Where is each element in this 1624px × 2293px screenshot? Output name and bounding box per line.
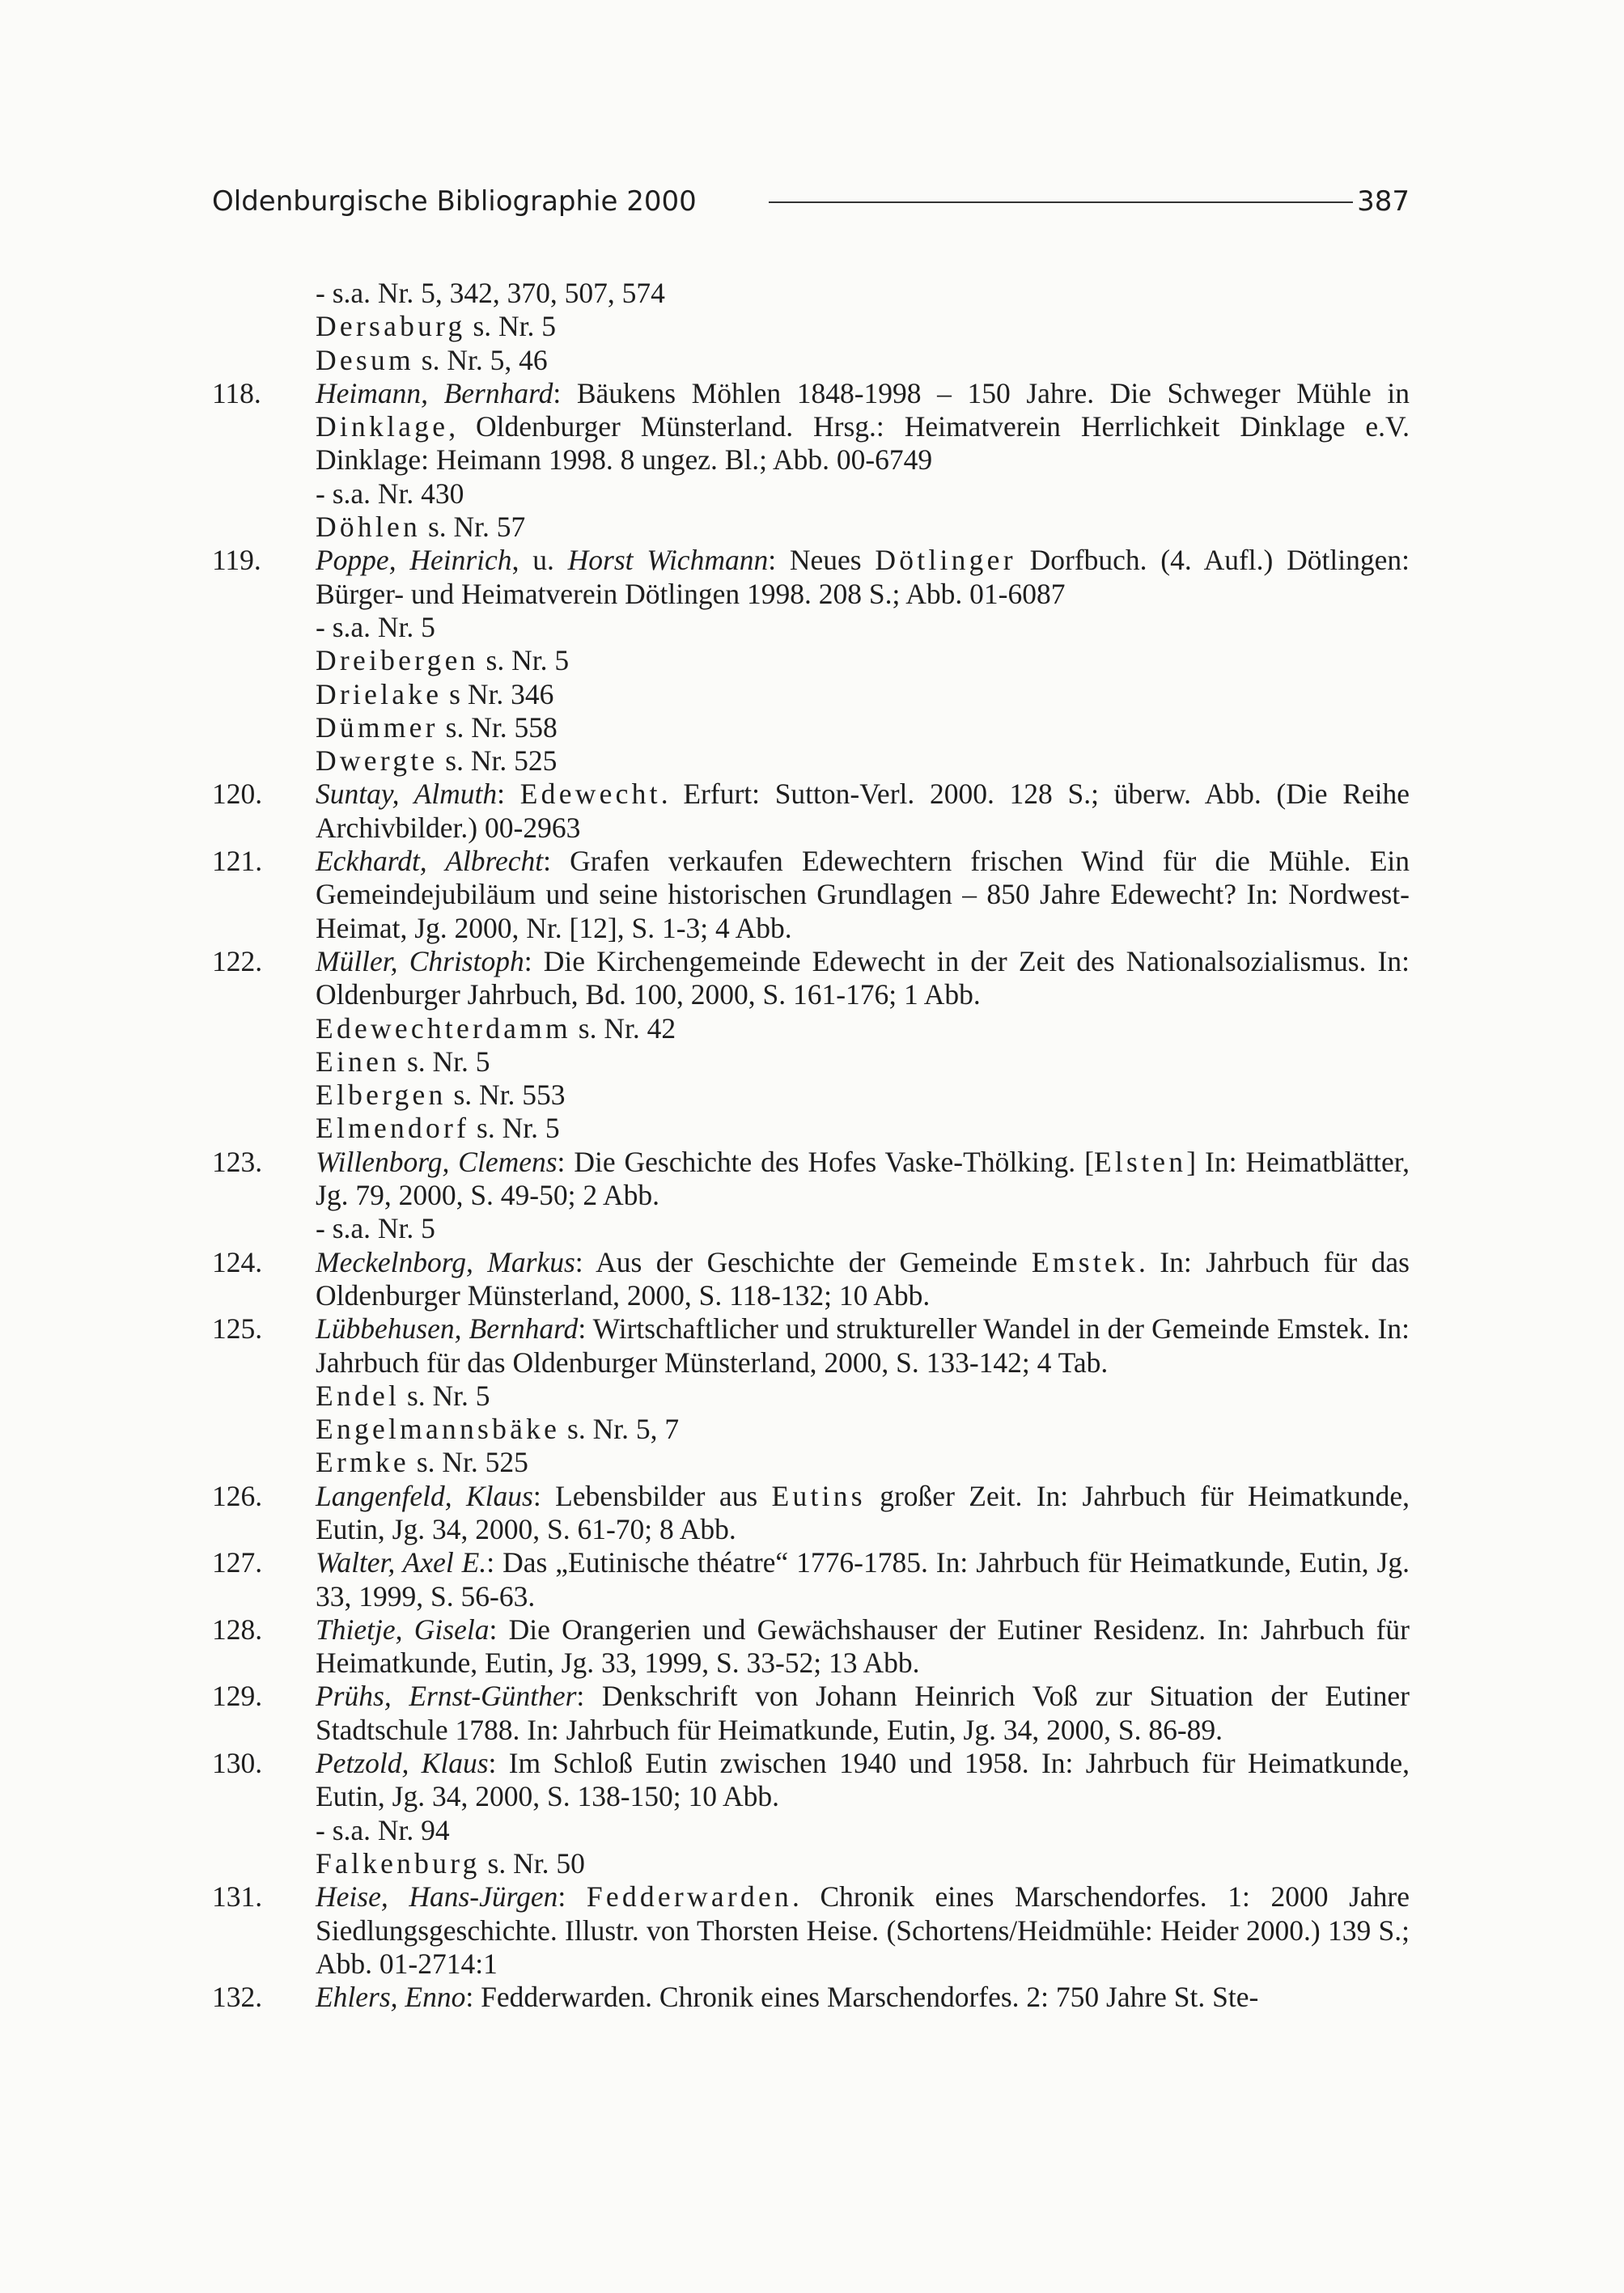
entry-text xyxy=(316,1680,1410,1747)
entry-text xyxy=(316,778,1410,845)
entry-text-part: : Wirtschaftlicher und struktureller Wandel in der Gemeinde Emstek. In: Jahrbuch für das Oldenburger Münsterland, 2000, S. 133-142; 4 Tab. xyxy=(316,1312,1410,1379)
entry-number: 125. xyxy=(212,1312,263,1346)
entry-text-part: : Lebensbilder aus xyxy=(532,1479,772,1512)
entry-text xyxy=(316,678,1410,711)
author-name: Suntay, Almuth xyxy=(316,778,498,811)
running-head xyxy=(212,180,1410,223)
place-name: Elbergen xyxy=(316,1079,447,1112)
place-name: Dötlinger xyxy=(875,544,1016,577)
author-name: Meckelnborg, Markus xyxy=(316,1245,575,1278)
entry-text xyxy=(316,1847,1410,1880)
entry-text xyxy=(316,644,1410,677)
place-name: Engelmannsbäke xyxy=(316,1413,561,1446)
entry-text-part: - s.a. Nr. 430 xyxy=(316,477,464,510)
entry-subline xyxy=(212,711,1410,744)
author-name: Müller, Christoph xyxy=(316,944,524,977)
entry-number: 120. xyxy=(212,778,263,811)
entry-subline xyxy=(212,344,1410,377)
running-title: Oldenburgische Bibliographie 2000 xyxy=(212,185,697,218)
bibliography-entries xyxy=(212,277,1410,2014)
entry-subline xyxy=(212,1446,1410,1479)
entry xyxy=(212,544,1410,611)
entry-number xyxy=(212,1380,316,1413)
entry-subline xyxy=(212,1012,1410,1045)
entry-number: 128. xyxy=(212,1613,263,1646)
entry-text-part: s. Nr. 525 xyxy=(438,744,558,778)
entry-text xyxy=(316,1212,1410,1245)
entry-text xyxy=(316,1112,1410,1145)
entry-number: 127. xyxy=(212,1546,263,1579)
entry-number xyxy=(212,711,316,744)
entry-text xyxy=(316,344,1410,377)
entry xyxy=(212,1613,1410,1681)
entry-subline xyxy=(212,477,1410,511)
entry-text-part: : Denkschrift von Johann Heinrich Voß zur Situation der Eutiner Stadtschule 1788. In: Jahrbuch für Heimatkunde, Eutin, Jg. 34, 2000, S. 86-89. xyxy=(316,1680,1410,1746)
entry-subline xyxy=(212,310,1410,343)
entry-text-part: s. Nr. 5 xyxy=(478,644,570,677)
entry xyxy=(212,845,1410,945)
header-rule xyxy=(769,201,1353,203)
entry-text xyxy=(316,1246,1410,1313)
entry-subline xyxy=(212,1112,1410,1145)
author-name: Heimann, Bernhard xyxy=(316,376,553,409)
entry-text-part: : Im Schloß Eutin zwischen 1940 und 1958. In: Jahrbuch für Heimatkunde, Eutin, Jg. 34, 2000, S. 138-150; 10 Abb. xyxy=(316,1747,1410,1813)
entry-subline xyxy=(212,1045,1410,1079)
entry-text xyxy=(316,611,1410,644)
entry-text xyxy=(316,477,1410,511)
entry-text xyxy=(316,711,1410,744)
entry-number xyxy=(212,1847,316,1880)
entry-text-part: - s.a. Nr. 5 xyxy=(316,610,435,643)
entry-subline xyxy=(212,1212,1410,1245)
entry-text-part: : Das „Eutinische théatre“ 1776-1785. In: Jahrbuch für Heimatkunde, Eutin, Jg. 33, 1999, S. 56-63. xyxy=(316,1546,1410,1613)
entry-number xyxy=(212,511,316,544)
entry-text-part: großer Zeit. In: Jahrbuch für Heimatkunde, Eutin, Jg. 34, 2000, S. 61-70; 8 Abb. xyxy=(316,1479,1410,1545)
place-name: Emstek xyxy=(1031,1245,1138,1278)
entry-text-part: Dorfbuch. (4. Aufl.) Dötlingen: Bürger- und Heimatverein Dötlingen 1998. 208 S.; Abb. 01-6087 xyxy=(316,544,1410,610)
entry-text-part: s. Nr. 42 xyxy=(570,1011,676,1045)
entry-text-part: s. Nr. 50 xyxy=(480,1846,585,1880)
place-name: Eutins xyxy=(771,1479,866,1512)
entry-number xyxy=(212,1112,316,1145)
author-name: Horst Wichmann xyxy=(567,544,769,577)
author-name: Eckhardt, Albrecht xyxy=(316,845,544,878)
entry-number: 123. xyxy=(212,1145,263,1178)
place-name: Edewechterdamm xyxy=(316,1011,571,1045)
entry-text-part: s. Nr. 5 xyxy=(465,310,557,343)
entry-subline xyxy=(212,644,1410,677)
place-name: Dümmer xyxy=(316,710,439,744)
entry-text-part: s. Nr. 525 xyxy=(409,1446,528,1479)
entry-number: 121. xyxy=(212,845,263,878)
entry xyxy=(212,1480,1410,1547)
entry-subline xyxy=(212,1847,1410,1880)
entry-number: 124. xyxy=(212,1245,263,1278)
entry-number: 129. xyxy=(212,1680,263,1713)
entry-number xyxy=(212,344,316,377)
entry-text-part: : Fedderwarden. Chronik eines Marschendorfes. 2: 750 Jahre St. Ste- xyxy=(465,1981,1259,2014)
entry-text xyxy=(316,377,1410,477)
entry-text-part: s. Nr. 5, 7 xyxy=(560,1413,680,1446)
entry-text xyxy=(316,1747,1410,1814)
entry-number xyxy=(212,477,316,511)
place-name: Desum xyxy=(316,343,414,376)
place-name: Elmendorf xyxy=(316,1112,470,1145)
author-name: Walter, Axel E. xyxy=(316,1546,487,1579)
author-name: Petzold, Klaus xyxy=(316,1747,489,1780)
entry-text-part: : Die Orangerien und Gewächshauser der Eutiner Residenz. In: Jahrbuch für Heimatkunde, Eutin, Jg. 33, 1999, S. 33-52; 13 Abb. xyxy=(316,1613,1410,1680)
place-name: Einen xyxy=(316,1045,401,1078)
entry-text xyxy=(316,544,1410,611)
entry-number: 132. xyxy=(212,1981,263,2014)
entry-subline xyxy=(212,678,1410,711)
entry-text xyxy=(316,1312,1410,1380)
entry xyxy=(212,1246,1410,1313)
entry-number xyxy=(212,1212,316,1245)
place-name: Dersaburg xyxy=(316,310,466,343)
entry xyxy=(212,1680,1410,1747)
entry-text-part: : Bäukens Möhlen 1848-1998 – 150 Jahre. Die Schweger Mühle in xyxy=(553,376,1410,409)
author-name: Heise, Hans-Jürgen xyxy=(316,1880,558,1914)
entry-text xyxy=(316,1546,1410,1613)
entry-subline xyxy=(212,744,1410,778)
entry-subline xyxy=(212,511,1410,544)
author-name: Willenborg, Clemens xyxy=(316,1145,558,1178)
entry-text-part: , u. xyxy=(511,544,568,577)
entry-text-part: : Grafen verkaufen Edewechtern frischen Wind für die Mühle. Ein Gemeindejubiläum und seine historischen Grundlagen – 850 Jahre Edewecht? In: Nordwest-Heimat, Jg. 2000, Nr. [12], S. 1-3; 4 Abb. xyxy=(316,845,1410,944)
entry-text xyxy=(316,845,1410,945)
entry xyxy=(212,1981,1410,2014)
author-name: Thietje, Gisela xyxy=(316,1613,490,1646)
entry xyxy=(212,1312,1410,1380)
entry-text-part: s. Nr. 558 xyxy=(438,710,558,744)
entry-text xyxy=(316,1146,1410,1213)
place-name: Endel xyxy=(316,1379,401,1412)
entry-number xyxy=(212,678,316,711)
entry-number: 130. xyxy=(212,1747,263,1780)
place-name: Döhlen xyxy=(316,511,422,544)
place-name: Fedderwarden xyxy=(586,1880,793,1914)
entry-text xyxy=(316,744,1410,778)
entry-number: 131. xyxy=(212,1880,263,1914)
entry-text-part: - s.a. Nr. 94 xyxy=(316,1813,450,1846)
entry-text-part: : Aus der Geschichte der Gemeinde xyxy=(575,1245,1032,1278)
entry-number xyxy=(212,1814,316,1847)
entry-text-part: - s.a. Nr. 5 xyxy=(316,1212,435,1245)
entry xyxy=(212,1880,1410,1981)
entry-number xyxy=(212,611,316,644)
author-name: Lübbehusen, Bernhard xyxy=(316,1312,579,1346)
place-name: Ermke xyxy=(316,1446,409,1479)
entry xyxy=(212,1146,1410,1213)
author-name: Prühs, Ernst-Günther xyxy=(316,1680,577,1713)
entry-number: 119. xyxy=(212,544,261,577)
entry-text-part: . Erfurt: Sutton-Verl. 2000. 128 S.; überw. Abb. (Die Reihe Archivbilder.) 00-2963 xyxy=(316,778,1410,844)
entry-text-part: : Neues xyxy=(768,544,876,577)
entry-number xyxy=(212,644,316,677)
entry-number xyxy=(212,310,316,343)
entry-text xyxy=(316,277,1410,310)
entry xyxy=(212,778,1410,845)
entry-number xyxy=(212,1012,316,1045)
place-name: Edewecht xyxy=(519,778,661,811)
entry-number xyxy=(212,1045,316,1079)
entry-text xyxy=(316,1045,1410,1079)
entry-text xyxy=(316,1480,1410,1547)
entry-text-part: ] In: Heimatblätter, Jg. 79, 2000, S. 49-50; 2 Abb. xyxy=(316,1145,1410,1212)
entry-number: 122. xyxy=(212,944,263,977)
place-name: Dinklage xyxy=(316,410,449,443)
entry-text xyxy=(316,1380,1410,1413)
entry-text xyxy=(316,1413,1410,1446)
entry-text xyxy=(316,1981,1410,2014)
entry xyxy=(212,1546,1410,1613)
entry-text-part: s. Nr. 5 xyxy=(469,1112,560,1145)
place-name: Dreibergen xyxy=(316,644,479,677)
entry-text-part: . Chronik eines Marschendorfes. 1: 2000 Jahre Siedlungsgeschichte. Illustr. von Thorsten Heise. (Schortens/Heidmühle: Heider 2000.) 139 S.; Abb. 01-2714:1 xyxy=(316,1880,1410,1980)
entry-subline xyxy=(212,1413,1410,1446)
entry-text-part: - s.a. Nr. 5, 342, 370, 507, 574 xyxy=(316,277,665,309)
entry xyxy=(212,377,1410,477)
entry-number xyxy=(212,277,316,310)
entry-text-part: s. Nr. 553 xyxy=(446,1079,566,1112)
entry-text-part: : Die Geschichte des Hofes Vaske-Thölking. [ xyxy=(557,1145,1094,1178)
entry-text-part: s Nr. 346 xyxy=(442,677,554,710)
entry-text-part: , Oldenburger Münsterland. Hrsg.: Heimatverein Herrlichkeit Dinklage e.V. Dinklage: Heimann 1998. 8 ungez. Bl.; Abb. 00-6749 xyxy=(316,410,1410,477)
place-name: Falkenburg xyxy=(316,1846,481,1880)
entry-number: 118. xyxy=(212,376,261,409)
entry-text xyxy=(316,1613,1410,1681)
entry-text-part: s. Nr. 5 xyxy=(400,1379,490,1412)
entry-text-part: . In: Jahrbuch für das Oldenburger Münsterland, 2000, S. 118-132; 10 Abb. xyxy=(316,1245,1410,1312)
entry-text xyxy=(316,1446,1410,1479)
entry-text xyxy=(316,1012,1410,1045)
entry-number: 126. xyxy=(212,1479,263,1512)
entry-subline xyxy=(212,1814,1410,1847)
entry-text xyxy=(316,310,1410,343)
place-name: Dwergte xyxy=(316,744,439,778)
entry-text-part: : xyxy=(558,1880,587,1914)
author-name: Langenfeld, Klaus xyxy=(316,1479,533,1512)
entry-text xyxy=(316,511,1410,544)
entry-subline xyxy=(212,1079,1410,1112)
page-number: 387 xyxy=(1357,185,1410,218)
author-name: Poppe, Heinrich xyxy=(316,544,512,577)
place-name: Drielake xyxy=(316,677,443,710)
entry-text xyxy=(316,1814,1410,1847)
entry-number xyxy=(212,744,316,778)
entry xyxy=(212,1747,1410,1814)
entry-text xyxy=(316,945,1410,1012)
entry-text xyxy=(316,1079,1410,1112)
entry-text-part: s. Nr. 5, 46 xyxy=(413,343,548,376)
entry xyxy=(212,945,1410,1012)
author-name: Ehlers, Enno xyxy=(316,1981,466,2014)
entry-number xyxy=(212,1079,316,1112)
entry-text xyxy=(316,1880,1410,1981)
entry-text-part: s. Nr. 57 xyxy=(421,511,526,544)
place-name: Elsten xyxy=(1093,1145,1187,1178)
entry-text-part: s. Nr. 5 xyxy=(400,1045,490,1078)
entry-subline xyxy=(212,611,1410,644)
entry-subline xyxy=(212,1380,1410,1413)
entry-number xyxy=(212,1446,316,1479)
entry-number xyxy=(212,1413,316,1446)
entry-text-part: : xyxy=(497,778,520,811)
entry-subline xyxy=(212,277,1410,310)
entry-text-part: : Die Kirchengemeinde Edewecht in der Zeit des Nationalsozialismus. In: Oldenburger Jahrbuch, Bd. 100, 2000, S. 161-176; 1 Abb. xyxy=(316,944,1410,1011)
